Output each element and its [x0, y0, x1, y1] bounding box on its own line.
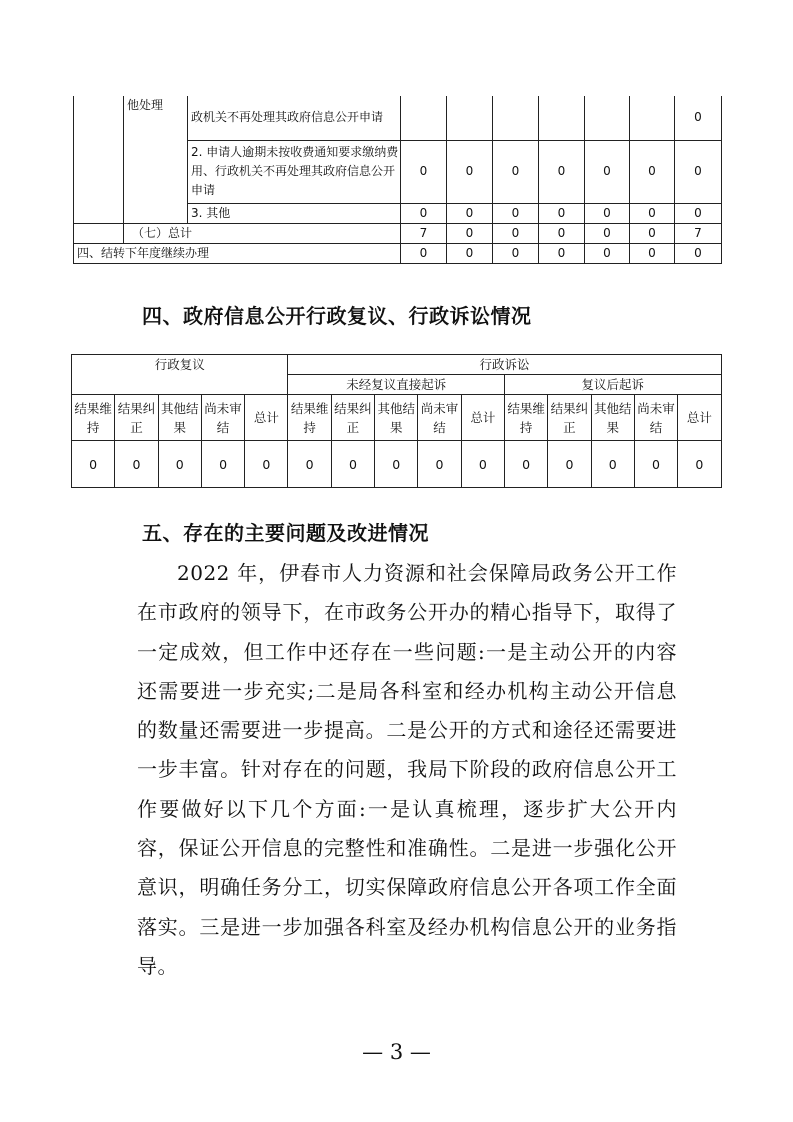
cell: 0	[585, 203, 630, 223]
cell: 0	[675, 203, 722, 223]
cell: 0	[678, 441, 721, 488]
cell: 0	[115, 441, 158, 488]
col-header: 总计	[461, 395, 504, 441]
table-row	[72, 355, 722, 375]
cell: 0	[675, 96, 722, 140]
table-row	[72, 395, 722, 441]
cell: 0	[401, 203, 447, 223]
cell: 0	[630, 203, 675, 223]
cell: 0	[630, 140, 675, 203]
row-item-label: 3. 其他	[188, 203, 401, 223]
row-item-label: 政机关不再处理其政府信息公开申请	[188, 96, 401, 140]
review-group-header: 行政复议	[72, 355, 288, 395]
cell: 0	[634, 441, 677, 488]
review-litigation-table	[71, 354, 722, 488]
col-header: 总计	[678, 395, 721, 441]
cell: 0	[461, 441, 504, 488]
cell: 0	[375, 441, 418, 488]
cell: 0	[585, 243, 630, 263]
cell: 7	[675, 223, 722, 243]
cell: 7	[401, 223, 447, 243]
after-review-header: 复议后起诉	[504, 375, 721, 395]
cell: 0	[418, 441, 461, 488]
col-header: 其他结果	[375, 395, 418, 441]
col-header: 其他结果	[158, 395, 201, 441]
col-header: 结果纠正	[548, 395, 591, 441]
cell: 0	[539, 140, 585, 203]
cell: 0	[158, 441, 201, 488]
direct-suit-header: 未经复议直接起诉	[288, 375, 504, 395]
table-row	[74, 223, 722, 243]
section4-heading: 四、政府信息公开行政复议、行政诉讼情况	[142, 304, 532, 328]
cell: 0	[585, 223, 630, 243]
table-row	[74, 96, 722, 140]
cell: 0	[630, 243, 675, 263]
col-header: 结果维持	[72, 395, 115, 441]
cell: 0	[331, 441, 374, 488]
col-header: 总计	[245, 395, 288, 441]
section5-paragraph: 2022 年，伊春市人力资源和社会保障局政务公开工作在市政府的领导下，在市政务公开办的精心指导下，取得了一定成效，但工作中还存在一些问题:一是主动公开的内容还需要进一步充实;二是局各科室和经办机构主动公开信息的数量还需要进一步提高。二是公开的方式和途径还需要进一步丰富。针对存在的问题，我局下阶段的政府信息公开工作要做好以下几个方面:一是认真梳理，逐步扩大公开内容，保证公开信息的完整性和准确性。二是进一步强化公开意识，明确任务分工，切实保障政府信息公开各项工作全面落实。三是进一步加强各科室及经办机构信息公开的业务指导。	[137, 561, 677, 978]
cell	[447, 96, 493, 140]
page-number: — 3 —	[362, 1040, 431, 1064]
statistics-table-continued	[73, 96, 722, 264]
cell: 0	[493, 203, 539, 223]
cell: 0	[201, 441, 244, 488]
cell: 0	[288, 441, 331, 488]
row-group-label: 他处理	[124, 96, 188, 223]
cell: 0	[493, 140, 539, 203]
section5-heading: 五、存在的主要问题及改进情况	[142, 521, 429, 545]
cell: 0	[493, 243, 539, 263]
cell: 0	[493, 223, 539, 243]
col-header: 结果维持	[504, 395, 547, 441]
cell: 0	[539, 223, 585, 243]
col-header: 尚未审结	[201, 395, 244, 441]
cell: 0	[72, 441, 115, 488]
cell: 0	[504, 441, 547, 488]
litigation-group-header: 行政诉讼	[288, 355, 721, 375]
cell: 0	[539, 203, 585, 223]
total-label: （七）总计	[124, 223, 401, 243]
carry-over-label: 四、结转下年度继续办理	[74, 243, 401, 263]
cell: 0	[548, 441, 591, 488]
col-header: 结果维持	[288, 395, 331, 441]
table-row	[74, 243, 722, 263]
col-header: 尚未审结	[634, 395, 677, 441]
cell: 0	[401, 140, 447, 203]
cell	[539, 96, 585, 140]
cell: 0	[447, 243, 493, 263]
cell: 0	[630, 223, 675, 243]
cell	[493, 96, 539, 140]
cell: 0	[585, 140, 630, 203]
col-header: 结果纠正	[115, 395, 158, 441]
cell: 0	[401, 243, 447, 263]
col-header: 结果纠正	[331, 395, 374, 441]
cell: 0	[539, 243, 585, 263]
cell	[585, 96, 630, 140]
cell	[401, 96, 447, 140]
cell: 0	[591, 441, 634, 488]
cell: 0	[447, 223, 493, 243]
col-header: 尚未审结	[418, 395, 461, 441]
row-item-label: 2. 申请人逾期未按收费通知要求缴纳费用、行政机关不再处理其政府信息公开申请	[188, 140, 401, 203]
cell: 0	[447, 140, 493, 203]
cell: 0	[447, 203, 493, 223]
table-row	[72, 441, 722, 488]
cell	[630, 96, 675, 140]
cell: 0	[675, 243, 722, 263]
cell: 0	[675, 140, 722, 203]
cell: 0	[245, 441, 288, 488]
col-header: 其他结果	[591, 395, 634, 441]
